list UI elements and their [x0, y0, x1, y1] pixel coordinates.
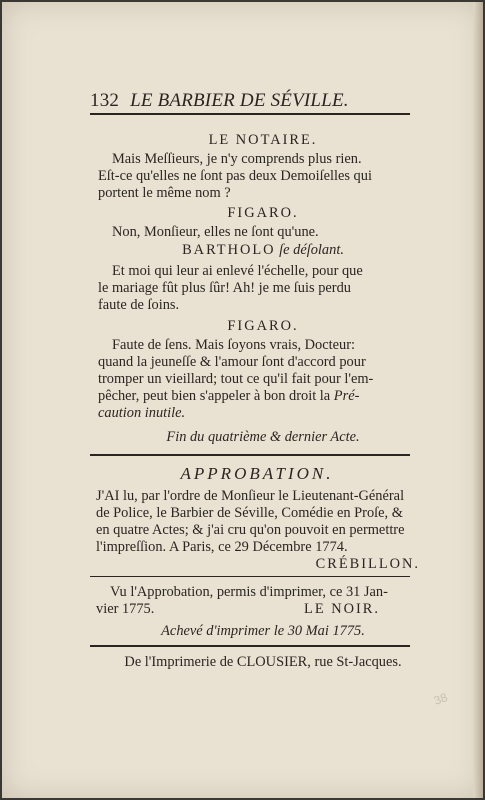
dialogue-line: le mariage fût plus ſûr! Ah! je me ſuis perdu [98, 280, 351, 296]
approbation-signature: CRÉBILLON. [315, 556, 420, 572]
dialogue-line: pêcher, peut bien s'appeler à bon droit la Pré- [98, 388, 360, 404]
permit-line: Vu l'Approbation, permis d'imprimer, ce 31 Jan- [110, 584, 388, 600]
pencil-annotation: 38 [432, 690, 450, 708]
dialogue-line: tromper un vieillard; tout ce qu'il fait pour l'em- [98, 371, 374, 387]
approbation-line: l'impreſſion. A Paris, ce 29 Décembre 1774. [96, 539, 348, 555]
speaker-figaro: FIGARO. [227, 205, 299, 221]
speaker-bartholo: BARTHOLO [182, 242, 276, 258]
speaker-notaire: LE NOTAIRE. [208, 132, 318, 148]
dialogue-line: Mais Meſſieurs, je n'y comprends plus rien. [112, 151, 362, 167]
book-page [2, 2, 483, 798]
section-rule [90, 454, 410, 456]
running-title: LE BARBIER DE SÉVILLE. [130, 90, 349, 111]
end-of-act: Fin du quatrième & dernier Acte. [166, 429, 360, 445]
dialogue-line: portent le même nom ? [98, 185, 231, 201]
speaker-bartholo-line [98, 242, 428, 259]
section-rule [90, 576, 410, 577]
approbation-line: de Police, le Barbier de Séville, Comédie en Proſe, & [96, 505, 403, 521]
approbation-line: en quatre Actes; & j'ai cru qu'on pouvoit en permettre [96, 522, 405, 538]
permit-signature: LE NOIR. [304, 601, 380, 617]
dialogue-line: faute de ſoins. [98, 297, 180, 313]
running-header [90, 90, 410, 112]
permit-line-2: vier 1775. [96, 601, 155, 617]
approbation-line: J'AI lu, par l'ordre de Monſieur le Lieutenant-Général [96, 488, 405, 504]
section-rule [90, 645, 410, 647]
italic-fragment: Pré- [333, 388, 360, 404]
dialogue-line: caution inutile. [98, 405, 186, 421]
page-gutter [473, 2, 483, 798]
approbation-title: APPROBATION. [180, 464, 334, 483]
dialogue-line: Eſt-ce qu'elles ne ſont pas deux Demoiſelles qui [98, 168, 372, 184]
header-rule [90, 113, 410, 115]
speaker-figaro: FIGARO. [227, 318, 299, 334]
dialogue-line: Et moi qui leur ai enlevé l'échelle, pour que [112, 263, 363, 279]
dialogue-line: Faute de ſens. Mais ſoyons vrais, Docteur: [112, 337, 355, 353]
dialogue-line: Non, Monſieur, elles ne ſont qu'une. [112, 224, 319, 240]
page-number: 132 [90, 90, 120, 111]
printer-line: De l'Imprimerie de CLOUSIER, rue St-Jacques. [124, 654, 402, 670]
acheve-line: Achevé d'imprimer le 30 Mai 1775. [161, 623, 365, 639]
stage-direction: ſe déſolant. [279, 242, 344, 258]
dialogue-line: quand la jeuneſſe & l'amour ſont d'accord pour [98, 354, 366, 370]
